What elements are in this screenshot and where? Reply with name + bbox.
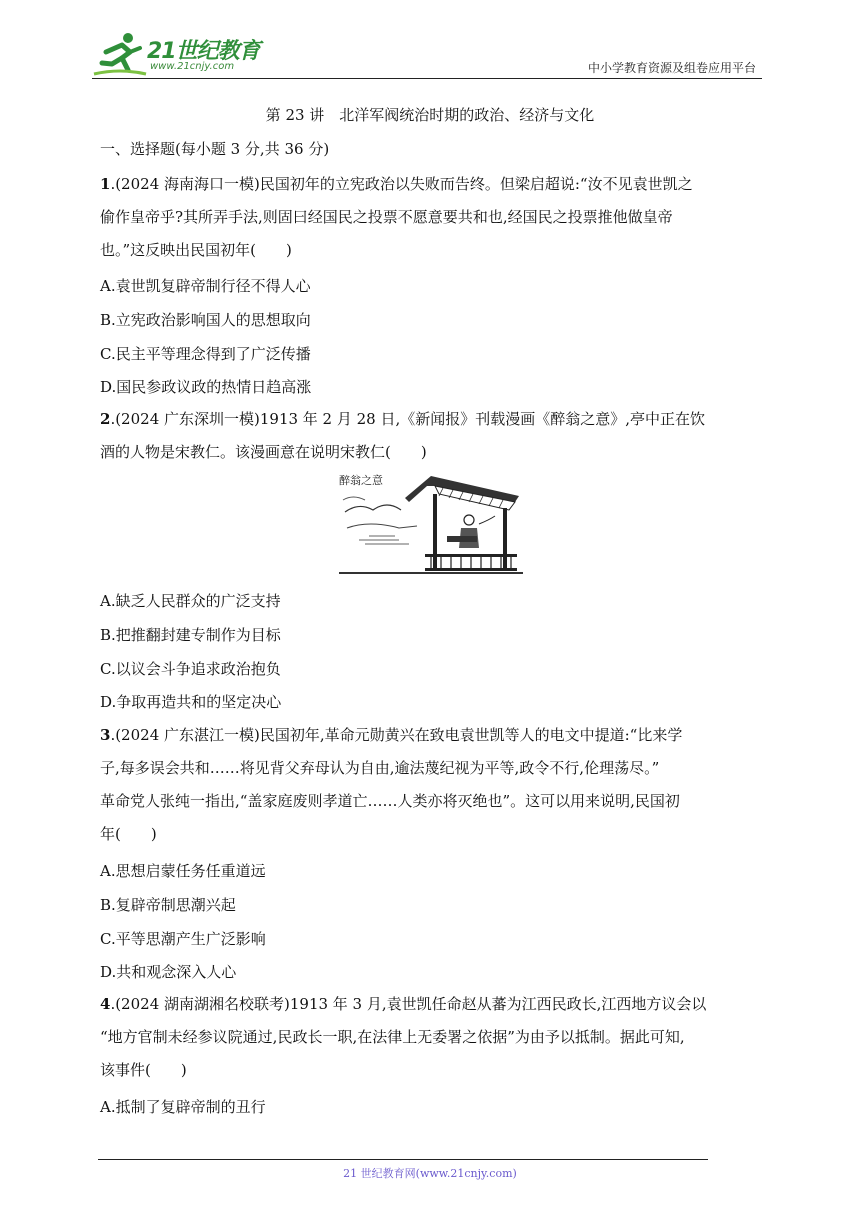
question-line — [100, 719, 764, 752]
section-heading: 一、选择题(每小题 3 分,共 36 分) — [100, 140, 330, 158]
question-line: 偷作皇帝乎?其所弄手法,则固曰经国民之投票不愿意要共和也,经国民之投票推他做皇帝 — [100, 208, 673, 226]
runner-logo-icon — [92, 30, 148, 76]
question-1 — [100, 168, 764, 267]
page-footer[interactable]: 21 世纪教育网(www.21cnjy.com) — [343, 1167, 517, 1180]
question-number: 4 — [100, 995, 111, 1013]
logo-text: 21世纪教育 — [147, 39, 260, 64]
question-line: 也。”这反映出民国初年( ) — [100, 241, 292, 259]
question-line: 革命党人张纯一指出,“盖家庭废则孝道亡……人类亦将灭绝也”。这可以用来说明,民国初 — [100, 792, 680, 810]
option-d[interactable]: D.争取再造共和的坚定决心 — [100, 693, 282, 711]
question-line: “地方官制未经参议院通过,民政长一职,在法律上无委署之依据”为由予以抵制。据此可知, — [100, 1028, 685, 1046]
option-c[interactable]: C.民主平等理念得到了广泛传播 — [100, 345, 311, 363]
site-logo — [92, 30, 262, 78]
question-number: 2 — [100, 410, 111, 428]
option-b[interactable]: B.立宪政治影响国人的思想取向 — [100, 311, 311, 329]
question-text: .(2024 湖南湖湘名校联考)1913 年 3 月,袁世凯任命赵从蕃为江西民政长,江西地方议会以 — [110, 995, 707, 1013]
option-a[interactable]: A.缺乏人民群众的广泛支持 — [100, 592, 281, 610]
question-line: 该事件( ) — [100, 1061, 187, 1079]
option-d[interactable]: D.国民参政议政的热情日趋高涨 — [100, 378, 312, 396]
option-b[interactable]: B.复辟帝制思潮兴起 — [100, 896, 236, 914]
option-d[interactable]: D.共和观念深入人心 — [100, 963, 237, 981]
question-text: .(2024 广东湛江一模)民国初年,革命元勋黄兴在致电袁世凯等人的电文中提道:“比来学 — [110, 726, 683, 744]
option-c[interactable]: C.平等思潮产生广泛影响 — [100, 930, 266, 948]
page-header — [92, 30, 762, 80]
option-a[interactable]: A.抵制了复辟帝制的丑行 — [100, 1098, 266, 1116]
option-a[interactable]: A.袁世凯复辟帝制行径不得人心 — [100, 277, 311, 295]
option-c[interactable]: C.以议会斗争追求政治抱负 — [100, 660, 281, 678]
footer-divider — [98, 1159, 708, 1160]
cartoon-image — [339, 470, 523, 580]
question-line: 子,每多误会共和……将见背父弃母认为自由,逾法蔑纪视为平等,政令不行,伦理荡尽。” — [100, 759, 660, 777]
question-number: 3 — [100, 726, 111, 744]
cartoon-caption: 醉翁之意 — [339, 474, 383, 487]
question-text: .(2024 海南海口一模)民国初年的立宪政治以失败而告终。但梁启超说:“汝不见袁世凯之 — [110, 175, 693, 193]
option-a[interactable]: A.思想启蒙任务任重道远 — [100, 862, 266, 880]
logo-url: www.21cnjy.com — [150, 61, 235, 72]
pavilion-drawing-icon — [339, 470, 523, 580]
question-text: .(2024 广东深圳一模)1913 年 2 月 28 日,《新闻报》刊载漫画《醉翁之意》,亭中正在饮 — [110, 410, 706, 428]
question-line — [100, 403, 764, 436]
question-number: 1 — [100, 175, 111, 193]
question-4 — [100, 988, 764, 1087]
question-line — [100, 168, 764, 201]
header-divider — [92, 78, 762, 79]
question-2 — [100, 403, 764, 469]
lecture-title: 第 23 讲 北洋军阀统治时期的政治、经济与文化 — [265, 106, 595, 124]
question-line — [100, 988, 764, 1021]
option-b[interactable]: B.把推翻封建专制作为目标 — [100, 626, 281, 644]
question-line: 酒的人物是宋教仁。该漫画意在说明宋教仁( ) — [100, 443, 427, 461]
question-3 — [100, 719, 764, 851]
platform-name: 中小学教育资源及组卷应用平台 — [587, 61, 756, 75]
question-line: 年( ) — [100, 825, 157, 843]
